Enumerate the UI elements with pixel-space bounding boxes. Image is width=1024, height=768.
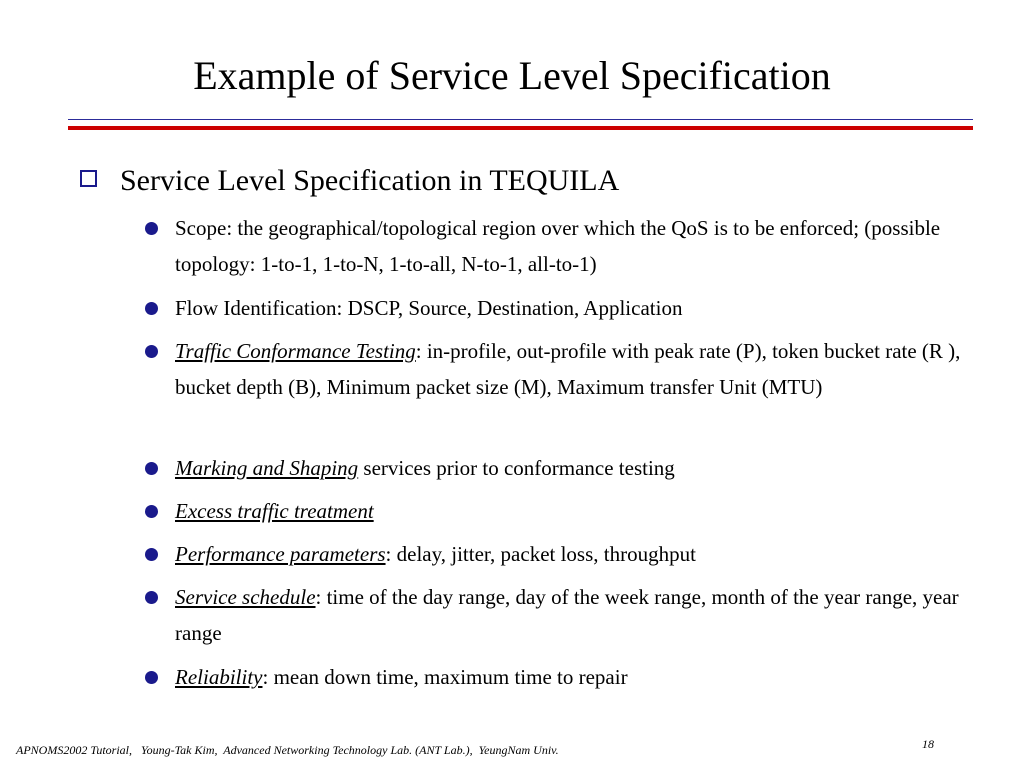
list-item bbox=[145, 450, 975, 486]
item-term: Reliability bbox=[175, 665, 263, 689]
circle-bullet-icon bbox=[145, 345, 158, 358]
item-text: : time of the day range, day of the week range, month of the year range, year range bbox=[175, 585, 959, 645]
circle-bullet-icon bbox=[145, 302, 158, 315]
circle-bullet-icon bbox=[145, 505, 158, 518]
list-item bbox=[145, 493, 975, 529]
circle-bullet-icon bbox=[145, 548, 158, 561]
item-term: Traffic Conformance Testing bbox=[175, 339, 416, 363]
item-text: : mean down time, maximum time to repair bbox=[262, 665, 628, 689]
list-item bbox=[145, 290, 975, 326]
item-term: Excess traffic treatment bbox=[175, 499, 374, 523]
main-bullet bbox=[80, 163, 619, 199]
slide-title: Example of Service Level Specification bbox=[193, 53, 831, 98]
item-text: : in-profile, out-profile with peak rate (P), token bucket rate (R ), bucket depth (B), Minimum packet size (M), Maximum transfer Unit (MTU) bbox=[175, 339, 961, 399]
item-term: Performance parameters bbox=[175, 542, 386, 566]
item-term: Service schedule bbox=[175, 585, 316, 609]
list-item bbox=[145, 579, 975, 651]
circle-bullet-icon bbox=[145, 462, 158, 475]
list-item bbox=[145, 210, 975, 282]
slide-footer: APNOMS2002 Tutorial, Young-Tak Kim, Advanced Networking Technology Lab. (ANT Lab.), YeungNam Univ. bbox=[16, 743, 559, 757]
square-bullet-icon bbox=[80, 170, 97, 187]
main-bullet-text: Service Level Specification in TEQUILA bbox=[120, 164, 620, 197]
item-text: Scope: the geographical/topological region over which the QoS is to be enforced; (possible topology: 1-to-1, 1-to-N, 1-to-all, N-to-1, all-to-1) bbox=[175, 216, 941, 276]
list-item bbox=[145, 536, 975, 572]
item-term: Marking and Shaping bbox=[175, 456, 359, 480]
list-item bbox=[145, 333, 975, 405]
item-text: services prior to conformance testing bbox=[358, 456, 675, 480]
page-number: 18 bbox=[922, 737, 934, 751]
circle-bullet-icon bbox=[145, 591, 158, 604]
item-text: : delay, jitter, packet loss, throughput bbox=[385, 542, 696, 566]
circle-bullet-icon bbox=[145, 671, 158, 684]
list-item bbox=[145, 659, 975, 695]
title-divider-thick bbox=[68, 126, 973, 130]
circle-bullet-icon bbox=[145, 222, 158, 235]
title-divider-thin bbox=[68, 119, 973, 120]
item-text: Flow Identification: DSCP, Source, Destination, Application bbox=[175, 296, 683, 320]
